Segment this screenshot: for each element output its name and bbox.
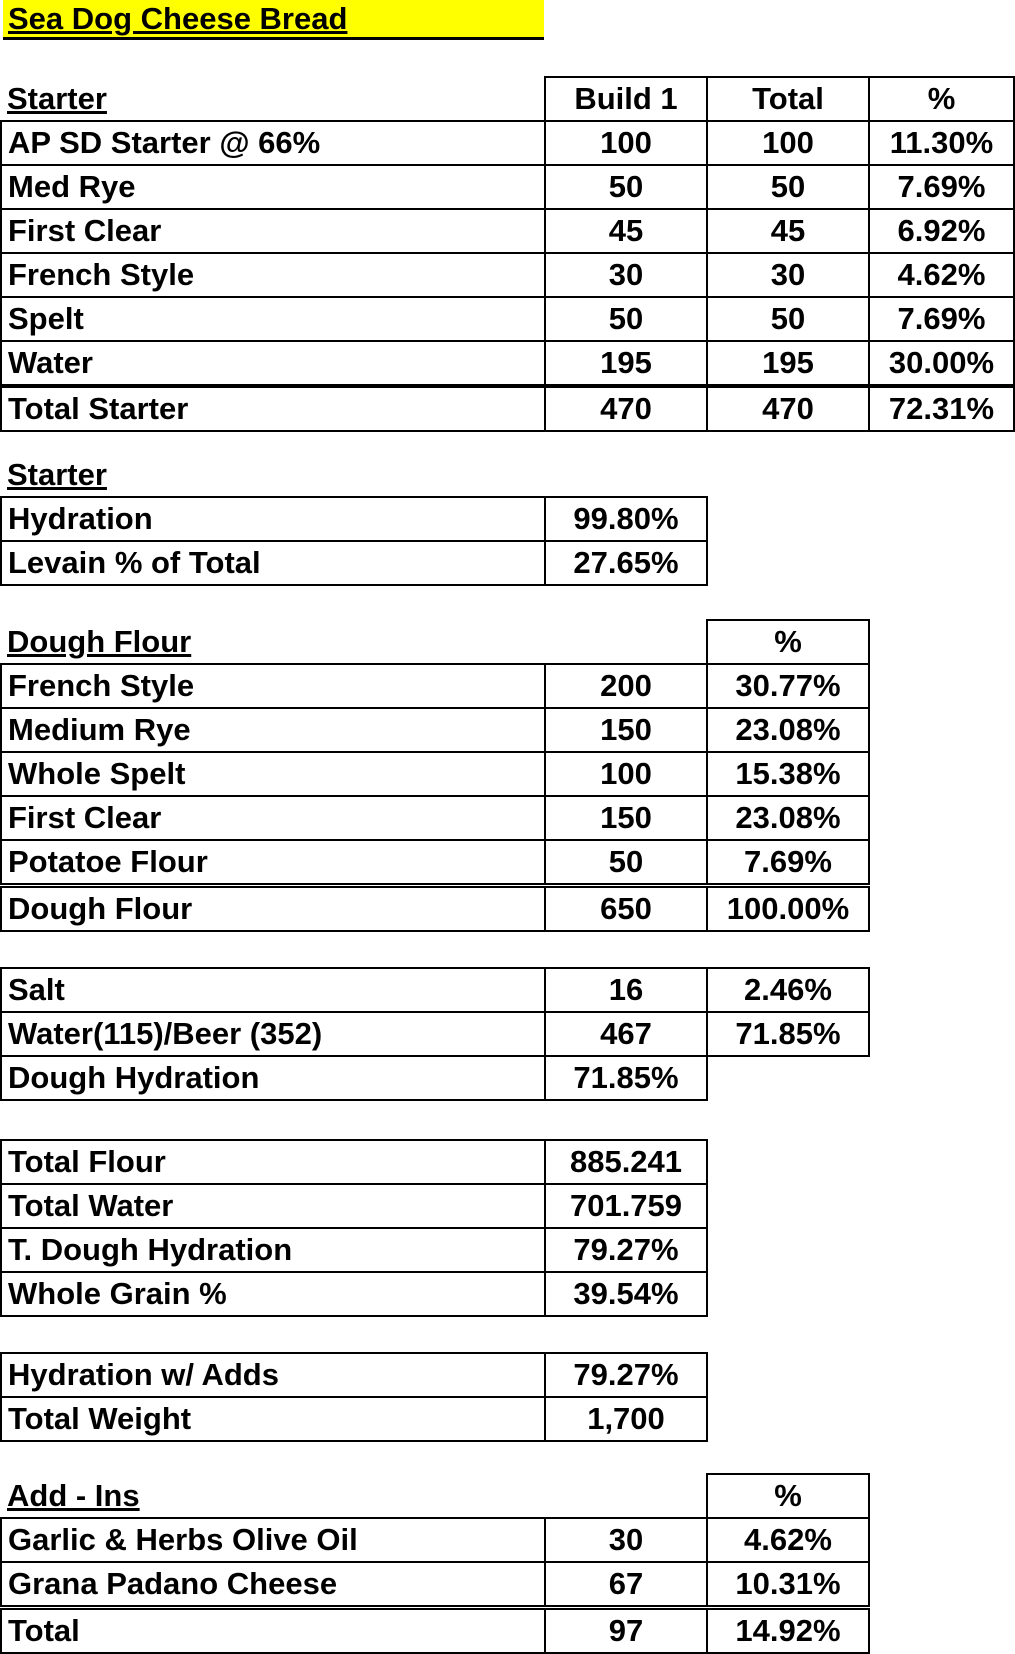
- table-row: [1, 1140, 707, 1184]
- flour-pct: 15.38%: [707, 752, 869, 796]
- adds-summary-table: [0, 1352, 708, 1442]
- ingredient-name: French Style: [1, 253, 545, 297]
- table-row: [1, 121, 1014, 165]
- flour-weight: 100: [545, 752, 707, 796]
- total-value: 30: [707, 253, 869, 297]
- build-value: 50: [545, 297, 707, 341]
- pct-value: 7.69%: [869, 165, 1014, 209]
- table-row: [1, 497, 707, 541]
- flour-weight: 200: [545, 664, 707, 708]
- dough-hydration-label: Dough Hydration: [1, 1056, 545, 1100]
- table-row: [1, 752, 869, 796]
- pct-value: 4.62%: [869, 253, 1014, 297]
- build-value: 50: [545, 165, 707, 209]
- total-starter-total: 470: [707, 386, 869, 431]
- pct-value: 30.00%: [869, 341, 1014, 386]
- table-row: [1, 1184, 707, 1228]
- liquid-pct: 71.85%: [707, 1012, 869, 1056]
- add-ins-pct-header: %: [707, 1474, 869, 1518]
- liquids-table: [0, 967, 870, 1101]
- build-value: 195: [545, 341, 707, 386]
- add-ins-heading: Add - Ins: [7, 1477, 140, 1513]
- stat-value: 99.80%: [545, 497, 707, 541]
- total-starter-label: Total Starter: [1, 386, 545, 431]
- table-row: [1, 1353, 707, 1397]
- total-value: 195: [707, 341, 869, 386]
- total-starter-pct: 72.31%: [869, 386, 1014, 431]
- recipe-title-text: Sea Dog Cheese Bread: [8, 1, 348, 36]
- flour-pct: 30.77%: [707, 664, 869, 708]
- total-value: 50: [707, 297, 869, 341]
- summary-name: Hydration w/ Adds: [1, 1353, 545, 1397]
- stat-name: Hydration: [1, 497, 545, 541]
- table-row: [1, 708, 869, 752]
- col-total-header: Total: [707, 77, 869, 121]
- total-name: Total Flour: [1, 1140, 545, 1184]
- flour-name: Medium Rye: [1, 708, 545, 752]
- pct-value: 7.69%: [869, 297, 1014, 341]
- dough-flour-total-pct: 100.00%: [707, 886, 869, 932]
- liquid-name: Salt: [1, 968, 545, 1012]
- flour-pct: 23.08%: [707, 708, 869, 752]
- add-in-pct: 4.62%: [707, 1518, 869, 1562]
- pct-value: 11.30%: [869, 121, 1014, 165]
- table-row: [1, 840, 869, 886]
- flour-name: Potatoe Flour: [1, 840, 545, 886]
- table-row: [1, 796, 869, 840]
- build-value: 100: [545, 121, 707, 165]
- total-value: 50: [707, 165, 869, 209]
- starter-stats-table: [0, 454, 708, 586]
- col-build-header: Build 1: [545, 77, 707, 121]
- flour-pct: 7.69%: [707, 840, 869, 886]
- dough-hydration-value: 71.85%: [545, 1056, 707, 1100]
- dough-flour-heading: Dough Flour: [7, 623, 192, 659]
- dough-flour-pct-header: %: [707, 620, 869, 664]
- summary-name: Total Weight: [1, 1397, 545, 1441]
- add-in-name: Garlic & Herbs Olive Oil: [1, 1518, 545, 1562]
- table-row: [1, 1228, 707, 1272]
- table-row: [1, 209, 1014, 253]
- total-value: 885.241: [545, 1140, 707, 1184]
- table-row: [1, 1562, 869, 1608]
- summary-value: 1,700: [545, 1397, 707, 1441]
- liquid-weight: 16: [545, 968, 707, 1012]
- ingredient-name: First Clear: [1, 209, 545, 253]
- table-row: [1, 541, 707, 585]
- stat-name: Levain % of Total: [1, 541, 545, 585]
- flour-name: Whole Spelt: [1, 752, 545, 796]
- dough-flour-total-row: [1, 886, 869, 932]
- table-row: [1, 1272, 707, 1316]
- total-value: 100: [707, 121, 869, 165]
- add-ins-header-row: [1, 1474, 869, 1518]
- stat-value: 27.65%: [545, 541, 707, 585]
- table-row: [1, 341, 1014, 386]
- ingredient-name: Med Rye: [1, 165, 545, 209]
- total-value: 45: [707, 209, 869, 253]
- flour-pct: 23.08%: [707, 796, 869, 840]
- table-row: [1, 165, 1014, 209]
- dough-flour-table: [0, 619, 870, 932]
- total-starter-row: [1, 386, 1014, 431]
- add-ins-table: [0, 1473, 870, 1654]
- starter-heading: Starter: [7, 80, 107, 116]
- flour-weight: 150: [545, 796, 707, 840]
- dough-flour-total-weight: 650: [545, 886, 707, 932]
- total-name: Whole Grain %: [1, 1272, 545, 1316]
- add-in-name: Grana Padano Cheese: [1, 1562, 545, 1608]
- total-name: T. Dough Hydration: [1, 1228, 545, 1272]
- totals-table: [0, 1139, 708, 1317]
- dough-flour-total-label: Dough Flour: [1, 886, 545, 932]
- table-row: [1, 1518, 869, 1562]
- total-value: 39.54%: [545, 1272, 707, 1316]
- summary-value: 79.27%: [545, 1353, 707, 1397]
- liquid-pct: 2.46%: [707, 968, 869, 1012]
- build-value: 45: [545, 209, 707, 253]
- total-name: Total Water: [1, 1184, 545, 1228]
- liquid-weight: 467: [545, 1012, 707, 1056]
- table-row: [1, 297, 1014, 341]
- add-ins-total-pct: 14.92%: [707, 1608, 869, 1654]
- total-value: 79.27%: [545, 1228, 707, 1272]
- starter-header-row: [1, 77, 1014, 121]
- starter-stats-heading: Starter: [7, 457, 107, 492]
- flour-name: First Clear: [1, 796, 545, 840]
- table-row: [1, 1012, 869, 1056]
- starter-table: [0, 76, 1015, 432]
- flour-weight: 50: [545, 840, 707, 886]
- add-ins-total-weight: 97: [545, 1608, 707, 1654]
- add-in-weight: 67: [545, 1562, 707, 1608]
- flour-weight: 150: [545, 708, 707, 752]
- add-ins-total-row: [1, 1608, 869, 1654]
- ingredient-name: AP SD Starter @ 66%: [1, 121, 545, 165]
- liquid-name: Water(115)/Beer (352): [1, 1012, 545, 1056]
- table-row: [1, 664, 869, 708]
- starter-stats-header-row: [1, 454, 707, 497]
- table-row: [1, 1397, 707, 1441]
- dough-flour-header-row: [1, 620, 869, 664]
- table-row: [1, 253, 1014, 297]
- total-starter-build: 470: [545, 386, 707, 431]
- recipe-title: [3, 0, 544, 40]
- pct-value: 6.92%: [869, 209, 1014, 253]
- add-ins-total-label: Total: [1, 1608, 545, 1654]
- ingredient-name: Water: [1, 341, 545, 386]
- add-in-pct: 10.31%: [707, 1562, 869, 1608]
- table-row: [1, 968, 869, 1012]
- total-value: 701.759: [545, 1184, 707, 1228]
- flour-name: French Style: [1, 664, 545, 708]
- col-pct-header: %: [869, 77, 1014, 121]
- add-in-weight: 30: [545, 1518, 707, 1562]
- build-value: 30: [545, 253, 707, 297]
- dough-hydration-row: [1, 1056, 869, 1100]
- ingredient-name: Spelt: [1, 297, 545, 341]
